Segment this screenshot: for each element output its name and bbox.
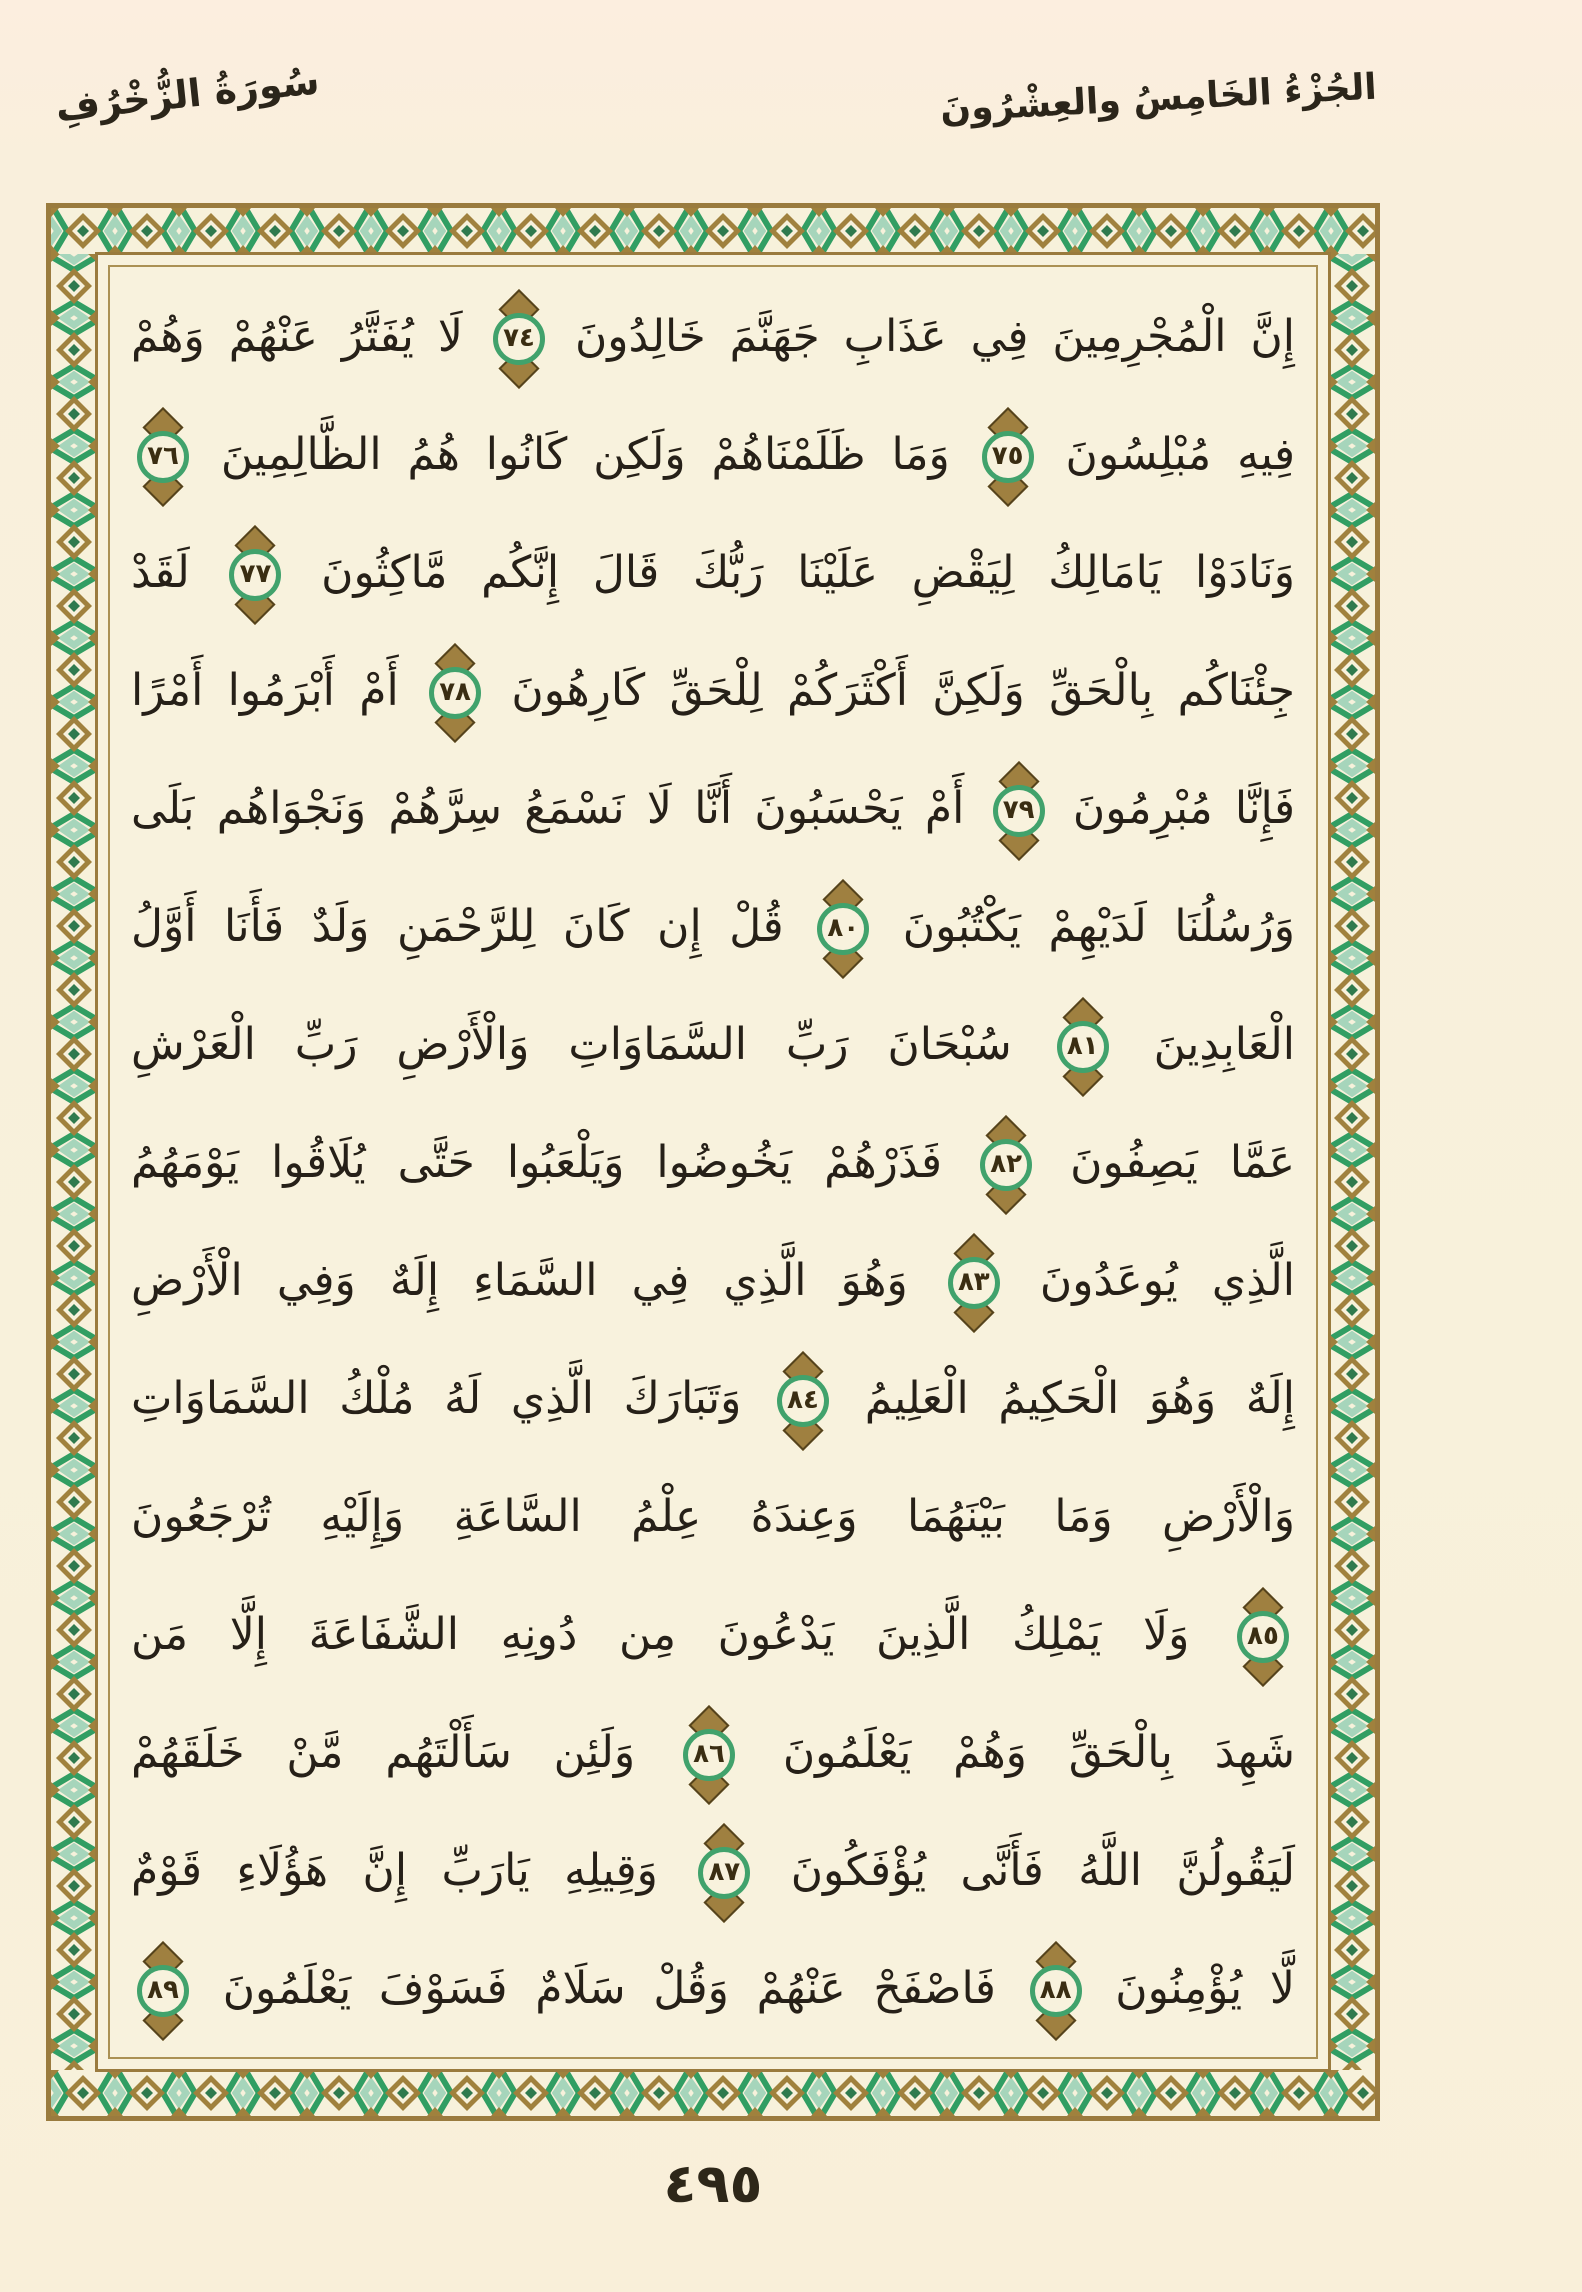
quran-line — [131, 1694, 1295, 1812]
quran-line — [131, 1576, 1295, 1694]
ayah-text: وَرُسُلُنَا لَدَيْهِمْ يَكْتُبُونَ — [902, 901, 1296, 952]
verse-end-marker — [982, 431, 1034, 483]
surah-title: سُورَةُ الزُّخْرُفِ — [53, 58, 322, 130]
border-pattern-bottom — [51, 2070, 1375, 2116]
ayah-text: لَّا يُؤْمِنُونَ — [1115, 1963, 1295, 2014]
verse-end-marker — [948, 1257, 1000, 1309]
border-pattern-left — [51, 254, 97, 2070]
ayah-text: الَّذِي يُوعَدُونَ — [1039, 1255, 1295, 1306]
border-pattern-right — [1329, 254, 1375, 2070]
verse-number: ٧٨ — [439, 677, 471, 707]
quran-line — [131, 750, 1295, 868]
ayah-text: إِنَّ الْمُجْرِمِينَ فِي عَذَابِ جَهَنَّمَ خَالِدُونَ — [574, 311, 1295, 362]
ayah-text: شَهِدَ بِالْحَقِّ وَهُمْ يَعْلَمُونَ — [782, 1727, 1295, 1778]
verse-end-marker — [817, 903, 869, 955]
quran-line — [131, 396, 1295, 514]
quran-line — [131, 1222, 1295, 1340]
border-pattern-top — [51, 208, 1375, 254]
verse-number: ٧٥ — [991, 441, 1024, 471]
verse-number: ٨٨ — [1039, 1975, 1072, 2005]
ayah-text: أَمْ أَبْرَمُوا أَمْرًا — [131, 665, 399, 716]
verse-end-marker — [698, 1847, 750, 1899]
ayah-text: عَمَّا يَصِفُونَ — [1070, 1137, 1295, 1188]
verse-end-marker — [229, 549, 281, 601]
ayah-text: لَا يُفَتَّرُ عَنْهُمْ وَهُمْ — [131, 311, 463, 362]
quran-line — [131, 868, 1295, 986]
ayah-text: لَقَدْ — [131, 547, 190, 598]
verse-number: ٨٧ — [708, 1857, 741, 1887]
verse-end-marker — [1030, 1965, 1082, 2017]
quran-line — [131, 1930, 1295, 2048]
ayah-text: وَلَئِن سَأَلْتَهُم مَّنْ خَلَقَهُمْ — [131, 1727, 636, 1778]
quran-line — [131, 1340, 1295, 1458]
ayah-text: الْعَابِدِينَ — [1153, 1019, 1295, 1070]
quran-line — [131, 986, 1295, 1104]
verse-end-marker — [493, 313, 545, 365]
verse-number: ٨٣ — [957, 1267, 990, 1297]
quran-line — [131, 278, 1295, 396]
verse-number: ٨١ — [1066, 1031, 1099, 1061]
ayah-text: سُبْحَانَ رَبِّ السَّمَاوَاتِ وَالْأَرْضِ رَبِّ الْعَرْشِ — [131, 1019, 1012, 1070]
verse-number: ٧٤ — [503, 323, 535, 353]
verse-number: ٨٦ — [693, 1739, 725, 1769]
ayah-text: وَلَا يَمْلِكُ الَّذِينَ يَدْعُونَ مِن دُونِهِ الشَّفَاعَةَ إِلَّا مَن — [131, 1609, 1190, 1660]
ayah-text: فِيهِ مُبْلِسُونَ — [1065, 429, 1295, 480]
ayah-text: لَيَقُولُنَّ اللَّهُ فَأَنَّى يُؤْفَكُونَ — [790, 1845, 1295, 1896]
ayah-text: وَنَادَوْا يَامَالِكُ لِيَقْضِ عَلَيْنَا رَبُّكَ قَالَ إِنَّكُم مَّاكِثُونَ — [321, 547, 1295, 598]
ayah-text: وَمَا ظَلَمْنَاهُمْ وَلَكِن كَانُوا هُمُ الظَّالِمِينَ — [220, 429, 950, 480]
verse-end-marker — [137, 1965, 189, 2017]
verse-number: ٨٤ — [787, 1385, 819, 1415]
ayah-text: قُلْ إِن كَانَ لِلرَّحْمَنِ وَلَدٌ فَأَنَا أَوَّلُ — [131, 901, 784, 952]
verse-end-marker — [683, 1729, 735, 1781]
quran-line — [131, 514, 1295, 632]
verse-end-marker — [137, 431, 189, 483]
ayah-text: أَمْ يَحْسَبُونَ أَنَّا لَا نَسْمَعُ سِرَّهُمْ وَنَجْوَاهُم بَلَى — [131, 783, 965, 834]
verse-number: ٧٧ — [239, 559, 272, 589]
ayah-text: وَهُوَ الَّذِي فِي السَّمَاءِ إِلَهٌ وَفِي الْأَرْضِ — [131, 1255, 908, 1306]
quran-line — [131, 1458, 1295, 1576]
ayah-text: وَالْأَرْضِ وَمَا بَيْنَهُمَا وَعِندَهُ عِلْمُ السَّاعَةِ وَإِلَيْهِ تُرْجَعُونَ — [131, 1491, 1295, 1542]
page-number: ٤٩٥ — [663, 2152, 763, 2215]
verse-number: ٨٠ — [827, 913, 860, 943]
verse-end-marker — [429, 667, 481, 719]
quran-line — [131, 632, 1295, 750]
ayah-text: فَإِنَّا مُبْرِمُونَ — [1072, 783, 1295, 834]
ayah-text: فَاصْفَحْ عَنْهُمْ وَقُلْ سَلَامٌ فَسَوْفَ يَعْلَمُونَ — [222, 1963, 996, 2014]
ayah-text: وَتَبَارَكَ الَّذِي لَهُ مُلْكُ السَّمَاوَاتِ — [131, 1373, 742, 1424]
quran-text-area — [115, 272, 1311, 2052]
ayah-text: إِلَهٌ وَهُوَ الْحَكِيمُ الْعَلِيمُ — [864, 1373, 1295, 1424]
juz-title: الجُزْءُ الخَامِسُ والعِشْرُونَ — [939, 66, 1378, 131]
decorative-border-frame — [46, 203, 1380, 2121]
verse-number: ٧٩ — [1002, 795, 1035, 825]
verse-end-marker — [1057, 1021, 1109, 1073]
verse-number: ٨٢ — [990, 1149, 1022, 1179]
ayah-text: وَقِيلِهِ يَارَبِّ إِنَّ هَؤُلَاءِ قَوْمٌ — [131, 1845, 658, 1896]
verse-end-marker — [980, 1139, 1032, 1191]
verse-number: ٨٥ — [1247, 1621, 1279, 1651]
ayah-text: فَذَرْهُمْ يَخُوضُوا وَيَلْعَبُوا حَتَّى يُلَاقُوا يَوْمَهُمُ — [131, 1137, 943, 1188]
quran-line — [131, 1812, 1295, 1930]
quran-line — [131, 1104, 1295, 1222]
verse-number: ٨٩ — [147, 1975, 179, 2005]
verse-end-marker — [993, 785, 1045, 837]
ayah-text: جِئْنَاكُم بِالْحَقِّ وَلَكِنَّ أَكْثَرَكُمْ لِلْحَقِّ كَارِهُونَ — [511, 665, 1295, 716]
verse-number: ٧٦ — [147, 441, 179, 471]
verse-end-marker — [1237, 1611, 1289, 1663]
verse-end-marker — [777, 1375, 829, 1427]
